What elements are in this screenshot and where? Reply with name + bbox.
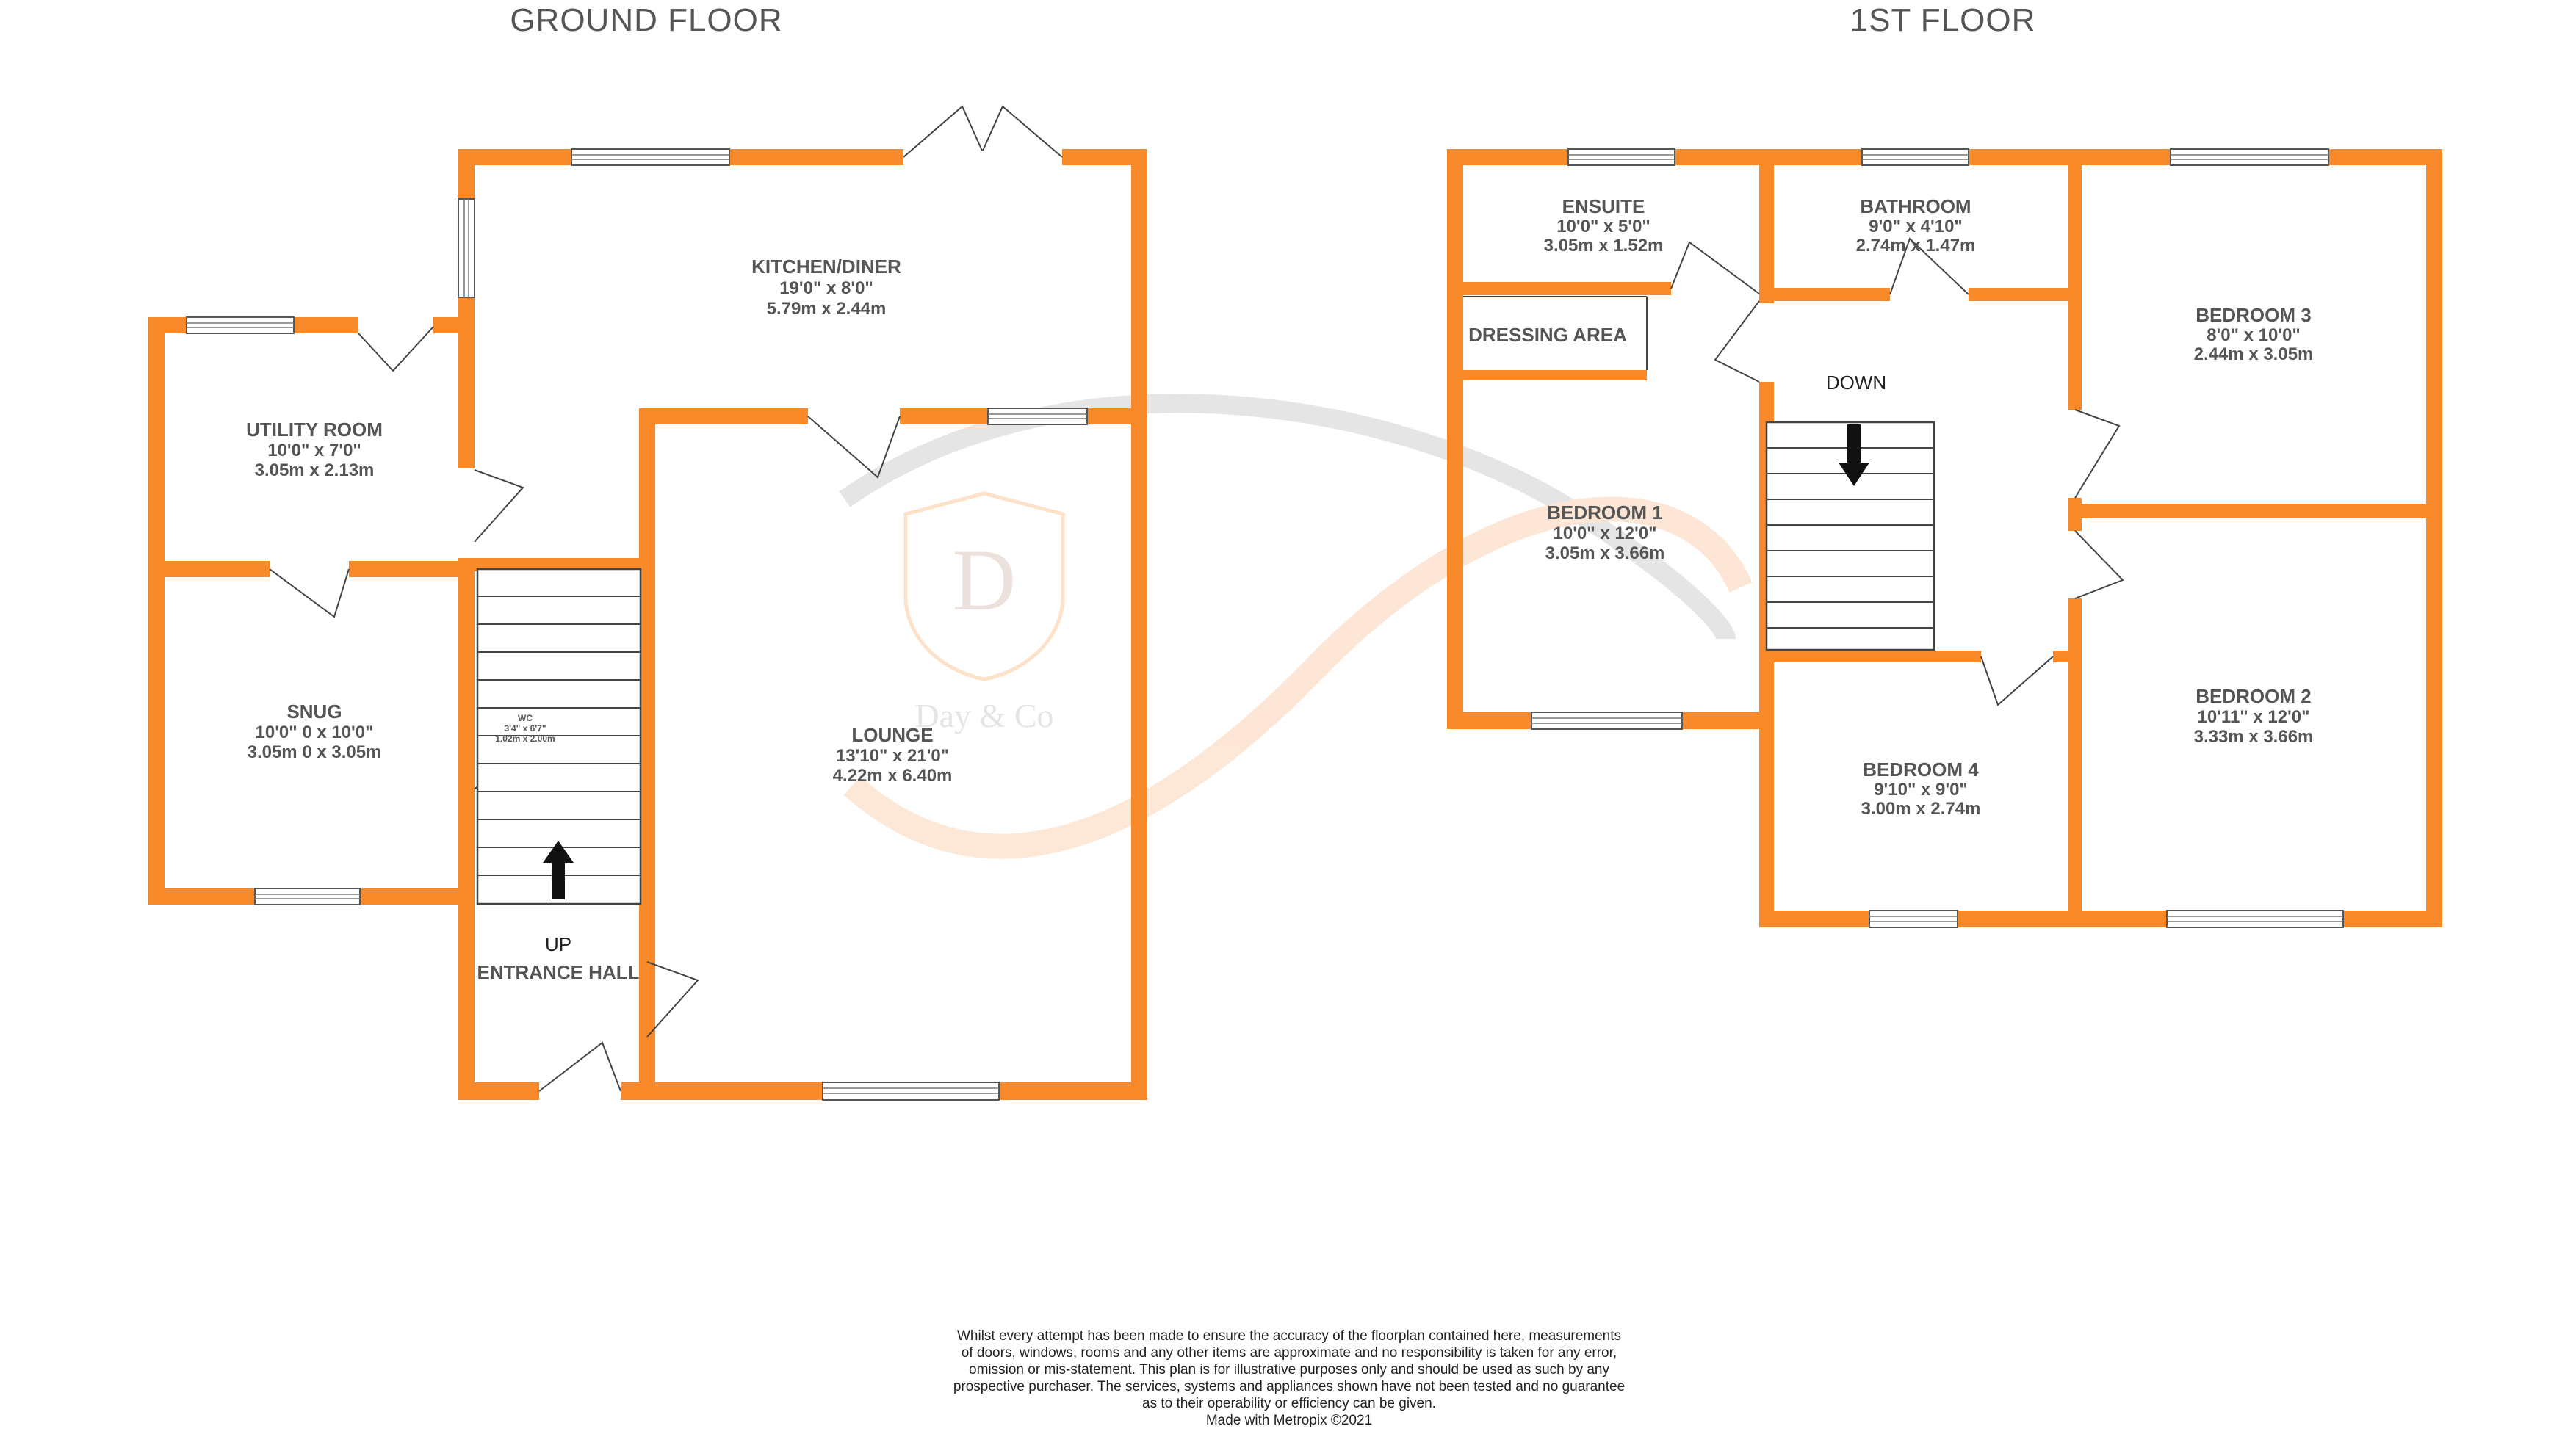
watermark-brand: Day & Co [914, 697, 1054, 734]
wall [1682, 712, 1763, 729]
utility-name: UTILITY ROOM [246, 419, 383, 441]
metropix-credit: Made with Metropix ©2021 [1205, 1413, 1373, 1428]
wall [1447, 149, 1463, 729]
stairs-down-label: DOWN [1825, 372, 1887, 394]
utility-metric: 3.05m x 2.13m [254, 460, 375, 480]
window [1862, 149, 1969, 165]
wall [1969, 288, 2082, 301]
wall [1759, 651, 1981, 662]
utility-door[interactable] [475, 470, 523, 542]
ensuite-imperial: 10'0" x 5'0" [1556, 217, 1650, 236]
wc-metric: 1.02m x 2.00m [495, 734, 555, 744]
utility-back-door[interactable] [358, 327, 433, 371]
bathroom-name: BATHROOM [1860, 195, 1971, 217]
wall [148, 317, 187, 333]
wall [1759, 149, 1774, 303]
wall [294, 317, 358, 333]
ensuite-metric: 3.05m x 1.52m [1543, 236, 1664, 256]
bedroom1-door[interactable] [1715, 301, 1759, 382]
snug-name: SNUG [286, 701, 342, 723]
ground-floor-title: GROUND FLOOR [510, 2, 783, 38]
bedroom3-metric: 2.44m x 3.05m [2193, 344, 2314, 364]
wc-name: WC [518, 713, 533, 723]
wall [639, 408, 808, 424]
wall [349, 561, 475, 577]
wall [2426, 149, 2442, 927]
wall [433, 317, 475, 333]
wall [2343, 911, 2442, 927]
wall [1447, 282, 1671, 295]
lounge-imperial: 13'10" x 21'0" [835, 746, 950, 766]
wall [1087, 408, 1147, 424]
window [2171, 149, 2328, 165]
wc-imperial: 3'4" x 6'7" [504, 723, 546, 734]
bathroom-imperial: 9'0" x 4'10" [1869, 217, 1963, 236]
bedroom2-metric: 3.33m x 3.66m [2193, 727, 2314, 747]
snug-imperial: 10'0" 0 x 10'0" [255, 723, 374, 742]
window [2167, 911, 2343, 927]
window [255, 888, 360, 905]
kitchen-imperial: 19'0" x 8'0" [779, 278, 873, 298]
wall [2068, 598, 2082, 927]
lounge-name: LOUNGE [851, 724, 934, 746]
bedroom2-door[interactable] [2075, 531, 2123, 598]
window [1568, 149, 1675, 165]
bedroom1-metric: 3.05m x 3.66m [1545, 543, 1665, 563]
stairs-up-label: UP [544, 933, 572, 955]
wall [458, 558, 475, 1100]
wall [360, 888, 475, 905]
first-floor-plan [1447, 149, 2442, 927]
wall [621, 1082, 655, 1100]
wall [148, 888, 255, 905]
disclaimer [867, 1328, 1711, 1429]
bedroom4-metric: 3.00m x 2.74m [1861, 799, 1981, 819]
ensuite-door[interactable] [1671, 242, 1759, 294]
wall [458, 1082, 539, 1100]
wall [1131, 149, 1147, 1100]
kitchen-metric: 5.79m x 2.44m [766, 299, 887, 319]
wall [1958, 911, 2167, 927]
utility-imperial: 10'0" x 7'0" [267, 441, 361, 460]
wall [900, 408, 988, 424]
wall [2068, 149, 2082, 410]
wall [2053, 651, 2082, 662]
disclaimer-line: Whilst every attempt has been made to ensure the accuracy of the floorplan contained here, measurements [956, 1328, 1622, 1344]
wall [148, 561, 270, 577]
bedroom3-door[interactable] [2075, 410, 2119, 498]
bedroom3-imperial: 8'0" x 10'0" [2207, 325, 2301, 345]
bedroom1-name: BEDROOM 1 [1547, 502, 1663, 524]
bathroom-metric: 2.74m x 1.47m [1855, 236, 1976, 256]
snug-door[interactable] [270, 569, 349, 617]
window [823, 1082, 999, 1100]
window [1531, 712, 1682, 729]
disclaimer-line: prospective purchaser. The services, systems and appliances shown have not been tested and no guarantee [953, 1379, 1626, 1394]
wall [1759, 288, 1890, 301]
wall [1447, 149, 1568, 165]
bedroom2-imperial: 10'11" x 12'0" [2197, 707, 2310, 727]
bedroom1-imperial: 10'0" x 12'0" [1553, 524, 1657, 543]
disclaimer-line: of doors, windows, rooms and any other items are approximate and no responsibility is taken for any error, [961, 1345, 1617, 1361]
wall [639, 408, 655, 1091]
dressing-name: DRESSING AREA [1468, 324, 1627, 346]
window [571, 149, 729, 165]
french-doors[interactable] [903, 106, 1062, 157]
wall [999, 1082, 1147, 1100]
wall [148, 317, 165, 905]
wall [1759, 911, 1869, 927]
window [1869, 911, 1958, 927]
bedroom4-name: BEDROOM 4 [1863, 759, 1979, 781]
wall [1447, 712, 1531, 729]
wall [2068, 504, 2442, 518]
kitchen-name: KITCHEN/DINER [751, 256, 901, 278]
wall [2328, 149, 2442, 165]
first-floor-title: 1ST FLOOR [1850, 2, 2036, 38]
window [187, 317, 294, 333]
snug-metric: 3.05m 0 x 3.05m [247, 742, 382, 762]
bedroom2-name: BEDROOM 2 [2196, 685, 2312, 707]
wall [1759, 712, 1774, 927]
lounge-metric: 4.22m x 6.40m [832, 766, 953, 786]
ensuite-name: ENSUITE [1562, 195, 1645, 217]
bedroom4-imperial: 9'10" x 9'0" [1874, 780, 1968, 800]
bedroom3-name: BEDROOM 3 [2196, 304, 2312, 326]
wall [639, 1082, 823, 1100]
wall [1447, 370, 1647, 380]
watermark [845, 403, 1741, 846]
disclaimer-line: as to their operability or efficiency can be given. [1142, 1396, 1436, 1411]
hall-name: ENTRANCE HALL [477, 961, 640, 983]
window [458, 199, 475, 297]
first-staircase[interactable] [1767, 422, 1934, 650]
bedroom4-door[interactable] [1981, 656, 2053, 705]
wall [458, 149, 475, 199]
disclaimer-line: omission or mis-statement. This plan is for illustrative purposes only and should be used as such by any [969, 1362, 1609, 1378]
watermark-initial: D [952, 531, 1017, 629]
front-door[interactable] [539, 1043, 621, 1091]
window [988, 408, 1087, 424]
